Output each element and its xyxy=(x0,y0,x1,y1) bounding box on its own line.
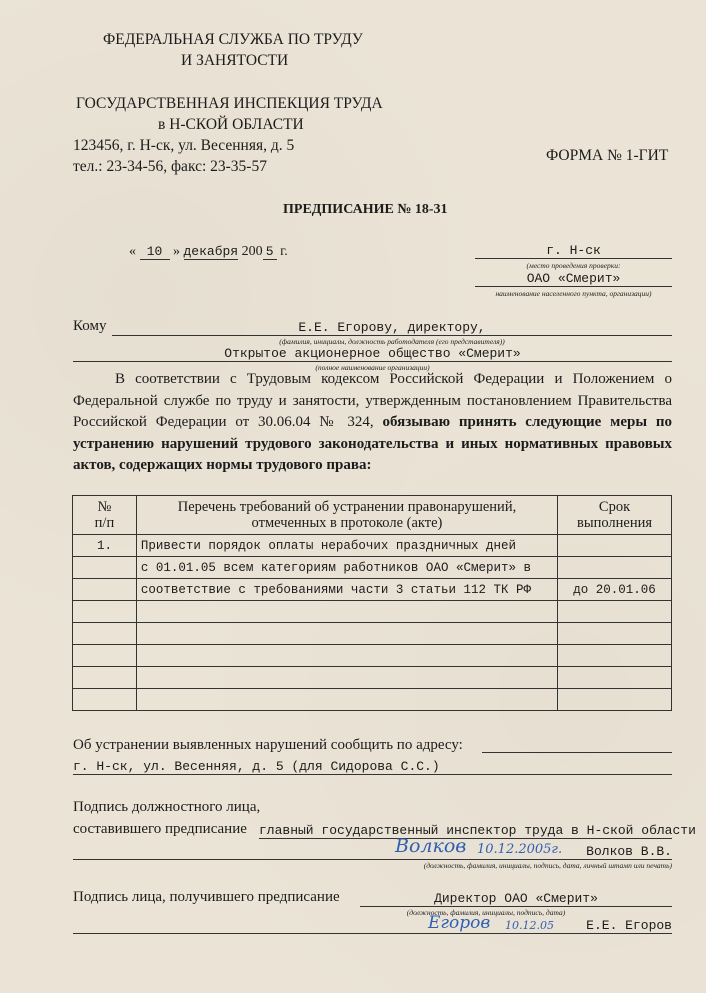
row-requirement xyxy=(136,689,557,711)
document-title: ПРЕДПИСАНИЕ № 18-31 xyxy=(283,202,448,217)
agency-name-line1: ФЕДЕРАЛЬНАЯ СЛУЖБА ПО ТРУДУ xyxy=(103,31,363,48)
official-position: главный государственный инспектор труда в Н-ской области xyxy=(259,823,696,838)
body-text-bold: обязываю принять следующие меры по устранению нарушений трудового законодательства и иных нормативных правовых актов, содержащих нормы трудового права: xyxy=(73,414,672,473)
header-requirements: Перечень требований об устранении правонарушений, отмеченных в протоколе (акте) xyxy=(136,496,557,535)
inspection-organization: ОАО «Смерит» xyxy=(526,271,621,286)
receiver-signature-caption: (должность, фамилия, инициалы, подпись, дата) xyxy=(406,908,566,917)
date-day: 10 xyxy=(140,244,170,260)
official-signature-caption: (должность, фамилия, инициалы, подпись, дата, личный штамп или печать) xyxy=(423,861,672,870)
report-label: Об устранении выявленных нарушений сообщить по адресу: xyxy=(73,737,463,753)
form-number: ФОРМА № 1-ГИТ xyxy=(546,147,669,164)
report-address: г. Н-ск, ул. Весенняя, д. 5 (для Сидорова С.С.) xyxy=(73,759,440,774)
row-deadline xyxy=(558,535,672,557)
official-signature-underline xyxy=(73,859,672,860)
date-field xyxy=(129,244,288,260)
official-name: Волков В.В. xyxy=(586,844,672,859)
row-requirement: с 01.01.05 всем категориям работников ОАО «Смерит» в xyxy=(136,557,557,579)
body-paragraph xyxy=(73,369,672,477)
inspection-address: 123456, г. Н-ск, ул. Весенняя, д. 5 xyxy=(73,137,295,154)
table-row xyxy=(73,535,672,557)
receiver-handwritten-date: 10.12.05 xyxy=(505,919,554,932)
row-number xyxy=(73,623,137,645)
recipient-person-caption: (фамилия, инициалы, должность работодателя (его представителя)) xyxy=(279,337,505,346)
recipient-label: Кому xyxy=(73,318,107,334)
row-deadline xyxy=(558,557,672,579)
agency-name-line2: И ЗАНЯТОСТИ xyxy=(181,52,289,69)
table-row xyxy=(73,557,672,579)
inspection-city: г. Н-ск xyxy=(546,243,601,258)
recipient-person: Е.Е. Егорову, директору, xyxy=(298,320,486,335)
row-number xyxy=(73,601,137,623)
receiver-position-underline xyxy=(360,906,672,907)
row-number: 1. xyxy=(73,535,137,557)
receiver-handwritten-signature: Егоров xyxy=(428,913,491,933)
receiver-signature-label: Подпись лица, получившего предписание xyxy=(73,889,340,905)
recipient-person-underline xyxy=(112,335,672,336)
date-year-suffix: 5 xyxy=(263,244,277,260)
row-requirement xyxy=(136,601,557,623)
date-close-quote: » xyxy=(173,244,180,259)
table-row xyxy=(73,689,672,711)
table-row xyxy=(73,579,672,601)
row-deadline xyxy=(558,645,672,667)
recipient-organization: Открытое акционерное общество «Смерит» xyxy=(224,346,521,361)
organization-caption: наименование населенного пункта, организации) xyxy=(495,289,652,298)
header-deadline: Срок выполнения xyxy=(558,496,672,535)
table-row xyxy=(73,645,672,667)
official-handwritten-date: 10.12.2005г. xyxy=(477,842,563,857)
row-number xyxy=(73,645,137,667)
date-month: декабря xyxy=(183,244,239,259)
header-number: № п/п xyxy=(73,496,137,535)
row-deadline: до 20.01.06 xyxy=(558,579,672,601)
official-signature-label-line1: Подпись должностного лица, xyxy=(73,799,261,815)
report-address-underline xyxy=(73,774,672,775)
table-row xyxy=(73,623,672,645)
row-number xyxy=(73,579,137,601)
receiver-position: Директор ОАО «Смерит» xyxy=(434,891,598,906)
city-underline xyxy=(475,258,672,259)
receiver-name: Е.Е. Егоров xyxy=(586,918,672,933)
row-requirement: Привести порядок оплаты нерабочих праздничных дней xyxy=(136,535,557,557)
table-header-row xyxy=(73,496,672,535)
receiver-signature-underline xyxy=(73,933,672,934)
row-number xyxy=(73,689,137,711)
official-handwritten-signature: Волков xyxy=(395,835,467,857)
recipient-organization-underline xyxy=(73,361,672,362)
recipient-organization-caption: (полное наименование организации) xyxy=(315,363,430,372)
requirements-table xyxy=(72,495,672,711)
row-requirement: соответствие с требованиями части 3 статьи 112 ТК РФ xyxy=(136,579,557,601)
row-number xyxy=(73,557,137,579)
body-text: В соответствии с Трудовым кодексом Российской Федерации и Положением о Федеральной службе по труду и занятости, утвержденным постановлением Правительства Российской Федерации от 30.06.04 № 324, xyxy=(73,371,672,430)
row-requirement xyxy=(136,667,557,689)
row-deadline xyxy=(558,601,672,623)
table-row xyxy=(73,667,672,689)
row-deadline xyxy=(558,623,672,645)
date-year-unit: г. xyxy=(280,244,288,259)
row-deadline xyxy=(558,667,672,689)
organization-underline xyxy=(475,286,672,287)
row-number xyxy=(73,667,137,689)
city-caption: (место проведения проверки: xyxy=(526,261,621,270)
inspection-name-line1: ГОСУДАРСТВЕННАЯ ИНСПЕКЦИЯ ТРУДА xyxy=(76,95,383,112)
inspection-phone: тел.: 23-34-56, факс: 23-35-57 xyxy=(73,158,267,175)
row-requirement xyxy=(136,623,557,645)
row-requirement xyxy=(136,645,557,667)
report-label-underline xyxy=(482,752,672,753)
inspection-name-line2: в Н-СКОЙ ОБЛАСТИ xyxy=(158,116,304,133)
date-open-quote: « xyxy=(129,244,136,259)
date-year-prefix: 200 xyxy=(241,244,263,259)
row-deadline xyxy=(558,689,672,711)
table-row xyxy=(73,601,672,623)
official-signature-label-line2: составившего предписание xyxy=(73,821,247,837)
